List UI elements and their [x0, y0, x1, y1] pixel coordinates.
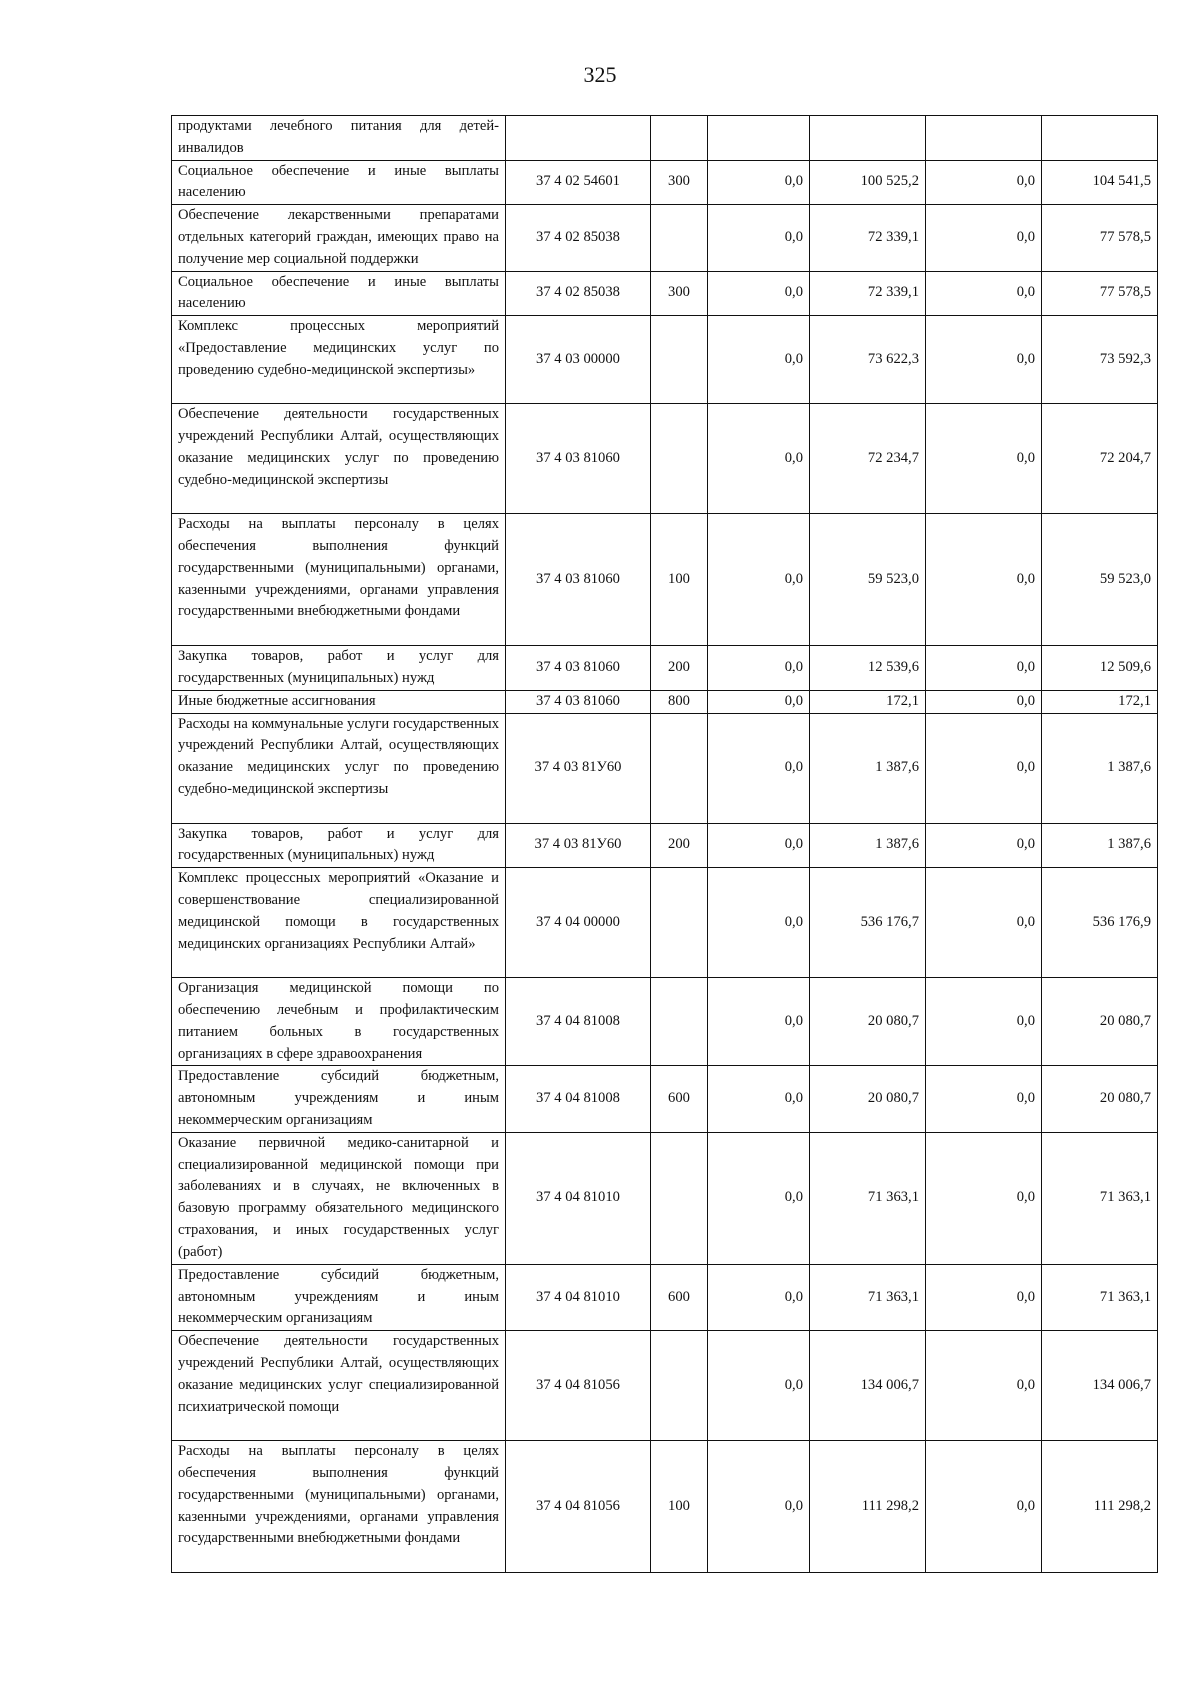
cell-name: Оказание первичной медико-санитарной и специализированной медицинской помощи при заболеваниях и в случаях, не включенных в базовую программу обязательного медицинского страхования, и иных государственных услуг (работ) — [172, 1132, 506, 1264]
cell-value-3: 0,0 — [926, 1066, 1042, 1132]
cell-value-2: 1 387,6 — [810, 713, 926, 823]
cell-value-4: 172,1 — [1042, 690, 1158, 713]
cell-value-1: 0,0 — [708, 160, 810, 205]
cell-value-3: 0,0 — [926, 205, 1042, 271]
table-row — [172, 713, 1158, 823]
cell-value-1: 0,0 — [708, 271, 810, 316]
table-row — [172, 205, 1158, 271]
cell-expense-type — [651, 978, 708, 1066]
cell-target-code: 37 4 04 81008 — [506, 978, 651, 1066]
cell-expense-type: 200 — [651, 823, 708, 868]
cell-expense-type: 100 — [651, 1441, 708, 1573]
cell-value-4: 59 523,0 — [1042, 514, 1158, 646]
cell-value-4: 536 176,9 — [1042, 868, 1158, 978]
cell-target-code: 37 4 04 81010 — [506, 1264, 651, 1330]
cell-value-2: 72 339,1 — [810, 271, 926, 316]
cell-value-3: 0,0 — [926, 1264, 1042, 1330]
cell-expense-type — [651, 205, 708, 271]
cell-value-2: 73 622,3 — [810, 316, 926, 404]
cell-value-1: 0,0 — [708, 978, 810, 1066]
cell-name: Расходы на коммунальные услуги государственных учреждений Республики Алтай, осуществляющих оказание медицинских услуг по проведению судебно-медицинской экспертизы — [172, 713, 506, 823]
cell-value-4: 73 592,3 — [1042, 316, 1158, 404]
cell-value-4: 20 080,7 — [1042, 1066, 1158, 1132]
cell-name: Комплекс процессных мероприятий «Предоставление медицинских услуг по проведению судебно-медицинской экспертизы» — [172, 316, 506, 404]
table-row — [172, 160, 1158, 205]
cell-value-2: 100 525,2 — [810, 160, 926, 205]
cell-value-3: 0,0 — [926, 514, 1042, 646]
cell-value-2: 71 363,1 — [810, 1132, 926, 1264]
cell-target-code: 37 4 04 81008 — [506, 1066, 651, 1132]
table-row — [172, 1132, 1158, 1264]
cell-target-code: 37 4 03 81060 — [506, 404, 651, 514]
cell-value-4: 134 006,7 — [1042, 1331, 1158, 1441]
cell-name: Обеспечение деятельности государственных учреждений Республики Алтай, осуществляющих оказание медицинских услуг по проведению судебно-медицинской экспертизы — [172, 404, 506, 514]
cell-value-3: 0,0 — [926, 1441, 1042, 1573]
cell-value-3: 0,0 — [926, 316, 1042, 404]
cell-target-code: 37 4 03 81060 — [506, 646, 651, 691]
cell-expense-type — [651, 116, 708, 161]
table-body — [172, 116, 1158, 1573]
table-row — [172, 1066, 1158, 1132]
cell-value-2: 12 539,6 — [810, 646, 926, 691]
cell-target-code: 37 4 04 81056 — [506, 1441, 651, 1573]
cell-expense-type: 600 — [651, 1066, 708, 1132]
table-row — [172, 116, 1158, 161]
cell-value-4: 71 363,1 — [1042, 1264, 1158, 1330]
table-row — [172, 1264, 1158, 1330]
cell-name: Закупка товаров, работ и услуг для государственных (муниципальных) нужд — [172, 823, 506, 868]
cell-name: Обеспечение деятельности государственных учреждений Республики Алтай, осуществляющих оказание медицинских услуг специализированной психиатрической помощи — [172, 1331, 506, 1441]
cell-value-4: 72 204,7 — [1042, 404, 1158, 514]
table-row — [172, 1331, 1158, 1441]
cell-value-4: 20 080,7 — [1042, 978, 1158, 1066]
cell-expense-type — [651, 713, 708, 823]
page-number: 325 — [583, 62, 617, 87]
cell-value-2: 20 080,7 — [810, 1066, 926, 1132]
cell-name: Социальное обеспечение и иные выплаты населению — [172, 271, 506, 316]
cell-value-3: 0,0 — [926, 978, 1042, 1066]
cell-value-2: 59 523,0 — [810, 514, 926, 646]
cell-value-1: 0,0 — [708, 1331, 810, 1441]
cell-name: Иные бюджетные ассигнования — [172, 690, 506, 713]
cell-value-1: 0,0 — [708, 1132, 810, 1264]
cell-value-1: 0,0 — [708, 514, 810, 646]
cell-value-1: 0,0 — [708, 1264, 810, 1330]
cell-name: Организация медицинской помощи по обеспечению лечебным и профилактическим питанием больных в государственных организациях в сфере здравоохранения — [172, 978, 506, 1066]
cell-value-3: 0,0 — [926, 713, 1042, 823]
cell-value-2: 20 080,7 — [810, 978, 926, 1066]
cell-name: Расходы на выплаты персоналу в целях обеспечения выполнения функций государственными (муниципальными) органами, казенными учреждениями, органами управления государственными внебюджетными фондами — [172, 514, 506, 646]
table-row — [172, 271, 1158, 316]
cell-target-code: 37 4 03 81У60 — [506, 713, 651, 823]
cell-value-2: 172,1 — [810, 690, 926, 713]
cell-value-2: 134 006,7 — [810, 1331, 926, 1441]
cell-value-1: 0,0 — [708, 713, 810, 823]
table-row — [172, 978, 1158, 1066]
table-row — [172, 1441, 1158, 1573]
cell-name: Социальное обеспечение и иные выплаты населению — [172, 160, 506, 205]
cell-target-code: 37 4 03 81У60 — [506, 823, 651, 868]
cell-value-3: 0,0 — [926, 404, 1042, 514]
table-row — [172, 316, 1158, 404]
cell-value-2: 72 339,1 — [810, 205, 926, 271]
cell-value-3: 0,0 — [926, 646, 1042, 691]
cell-target-code: 37 4 03 00000 — [506, 316, 651, 404]
cell-value-4: 12 509,6 — [1042, 646, 1158, 691]
cell-value-2: 1 387,6 — [810, 823, 926, 868]
cell-value-1: 0,0 — [708, 646, 810, 691]
cell-name: Комплекс процессных мероприятий «Оказание и совершенствование специализированной медицинской помощи в государственных медицинских организациях Республики Алтай» — [172, 868, 506, 978]
cell-name: Обеспечение лекарственными препаратами отдельных категорий граждан, имеющих право на получение мер социальной поддержки — [172, 205, 506, 271]
cell-expense-type — [651, 316, 708, 404]
cell-name: Предоставление субсидий бюджетным, автономным учреждениям и иным некоммерческим организациям — [172, 1264, 506, 1330]
cell-value-4: 77 578,5 — [1042, 271, 1158, 316]
cell-value-4: 1 387,6 — [1042, 823, 1158, 868]
cell-expense-type — [651, 1331, 708, 1441]
cell-expense-type: 800 — [651, 690, 708, 713]
cell-name: Предоставление субсидий бюджетным, автономным учреждениям и иным некоммерческим организациям — [172, 1066, 506, 1132]
cell-value-1: 0,0 — [708, 690, 810, 713]
cell-value-4: 104 541,5 — [1042, 160, 1158, 205]
table-row — [172, 646, 1158, 691]
cell-expense-type: 300 — [651, 271, 708, 316]
cell-target-code: 37 4 02 85038 — [506, 205, 651, 271]
cell-target-code: 37 4 04 00000 — [506, 868, 651, 978]
cell-value-4 — [1042, 116, 1158, 161]
cell-value-4: 1 387,6 — [1042, 713, 1158, 823]
cell-expense-type: 100 — [651, 514, 708, 646]
cell-target-code: 37 4 04 81056 — [506, 1331, 651, 1441]
table-row — [172, 868, 1158, 978]
cell-name: продуктами лечебного питания для детей-инвалидов — [172, 116, 506, 161]
cell-expense-type — [651, 1132, 708, 1264]
cell-value-2: 536 176,7 — [810, 868, 926, 978]
cell-value-3: 0,0 — [926, 868, 1042, 978]
cell-name: Закупка товаров, работ и услуг для государственных (муниципальных) нужд — [172, 646, 506, 691]
cell-value-3: 0,0 — [926, 823, 1042, 868]
table-row — [172, 690, 1158, 713]
cell-value-2: 111 298,2 — [810, 1441, 926, 1573]
cell-value-2 — [810, 116, 926, 161]
cell-value-4: 111 298,2 — [1042, 1441, 1158, 1573]
cell-value-1: 0,0 — [708, 1441, 810, 1573]
cell-value-1: 0,0 — [708, 823, 810, 868]
table-row — [172, 404, 1158, 514]
cell-value-3: 0,0 — [926, 271, 1042, 316]
cell-target-code: 37 4 03 81060 — [506, 514, 651, 646]
cell-expense-type — [651, 404, 708, 514]
table-row — [172, 823, 1158, 868]
cell-value-1: 0,0 — [708, 868, 810, 978]
cell-value-3: 0,0 — [926, 160, 1042, 205]
cell-name: Расходы на выплаты персоналу в целях обеспечения выполнения функций государственными (муниципальными) органами, казенными учреждениями, органами управления государственными внебюджетными фондами — [172, 1441, 506, 1573]
table-row — [172, 514, 1158, 646]
cell-target-code — [506, 116, 651, 161]
cell-value-1: 0,0 — [708, 404, 810, 514]
cell-value-1 — [708, 116, 810, 161]
cell-value-3: 0,0 — [926, 1331, 1042, 1441]
cell-target-code: 37 4 02 85038 — [506, 271, 651, 316]
budget-table — [171, 115, 1158, 1573]
cell-value-2: 72 234,7 — [810, 404, 926, 514]
cell-target-code: 37 4 02 54601 — [506, 160, 651, 205]
cell-value-1: 0,0 — [708, 1066, 810, 1132]
cell-value-4: 77 578,5 — [1042, 205, 1158, 271]
cell-value-3: 0,0 — [926, 690, 1042, 713]
cell-value-3: 0,0 — [926, 1132, 1042, 1264]
cell-expense-type: 300 — [651, 160, 708, 205]
cell-value-1: 0,0 — [708, 316, 810, 404]
cell-value-2: 71 363,1 — [810, 1264, 926, 1330]
cell-expense-type: 200 — [651, 646, 708, 691]
cell-expense-type — [651, 868, 708, 978]
cell-target-code: 37 4 03 81060 — [506, 690, 651, 713]
cell-target-code: 37 4 04 81010 — [506, 1132, 651, 1264]
cell-expense-type: 600 — [651, 1264, 708, 1330]
cell-value-1: 0,0 — [708, 205, 810, 271]
cell-value-3 — [926, 116, 1042, 161]
cell-value-4: 71 363,1 — [1042, 1132, 1158, 1264]
